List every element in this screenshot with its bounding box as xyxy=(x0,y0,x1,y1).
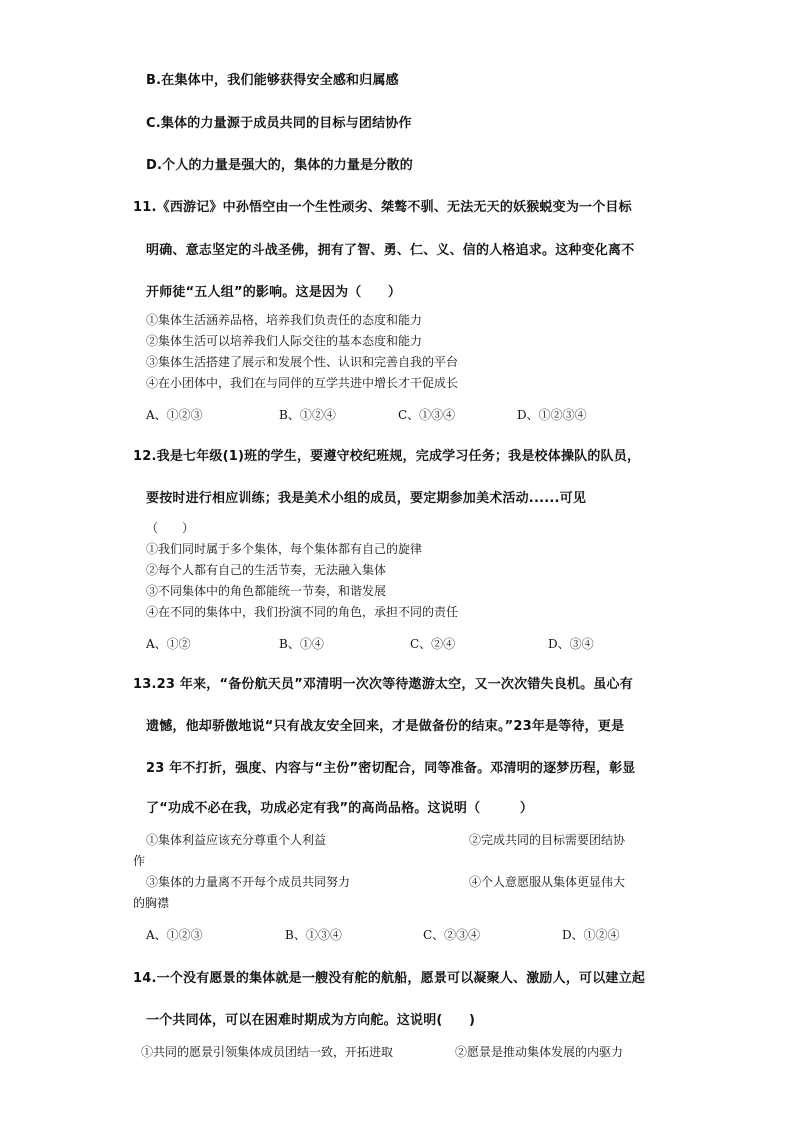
q11-choice-a: A、①②③ xyxy=(146,408,203,422)
q12-stem-line-1: 12.我是七年级(1)班的学生，要遵守校纪班规，完成学习任务；我是校体操队的队员， xyxy=(133,449,641,464)
q14-stem-line-1: 14.一个没有愿景的集体就是一艘没有舵的航船，愿景可以凝聚人、激励人，可以建立起 xyxy=(133,971,646,986)
q11-option-4: ④在小团体中，我们在与同伴的互学共进中增长才干促成长 xyxy=(146,376,459,390)
q11-choice-c: C、①③④ xyxy=(398,408,456,422)
q12-option-2: ②每个人都有自己的生活节奏，无法融入集体 xyxy=(146,563,387,577)
q13-option-4: ④个人意愿服从集体更显伟大 xyxy=(469,875,626,889)
q11-option-3: ③集体生活搭建了展示和发展个性、认识和完善自我的平台 xyxy=(146,355,459,369)
q13-choice-c: C、②③④ xyxy=(423,928,481,942)
q12-option-1: ①我们同时属于多个集体，每个集体都有自己的旋律 xyxy=(146,542,423,556)
q12-stem-line-2: 要按时进行相应训练；我是美术小组的成员，要定期参加美术活动......可见 xyxy=(146,491,587,506)
q13-stem-line-4: 了“功成不必在我，功成必定有我”的高尚品格。这说明（ ） xyxy=(146,801,534,816)
q12-choice-a: A、①② xyxy=(146,637,191,651)
q13-choice-d: D、①②④ xyxy=(562,928,620,942)
q14-option-1: ①共同的愿景引领集体成员团结一致，开拓进取 xyxy=(141,1045,394,1059)
q11-option-2: ②集体生活可以培养我们人际交往的基本态度和能力 xyxy=(146,334,423,348)
option-c: C.集体的力量源于成员共同的目标与团结协作 xyxy=(146,116,412,131)
q12-choice-d: D、③④ xyxy=(548,637,594,651)
q13-choice-a: A、①②③ xyxy=(146,928,203,942)
q11-option-1: ①集体生活涵养品格，培养我们负责任的态度和能力 xyxy=(146,313,423,327)
q12-option-3: ③不同集体中的角色都能统一节奏，和谐发展 xyxy=(146,584,387,598)
q13-stem-line-2: 遗憾，他却骄傲地说“只有战友安全回来，才是做备份的结束。”23年是等待，更是 xyxy=(146,719,625,734)
q13-choice-b: B、①③④ xyxy=(285,928,342,942)
q13-stem-line-1: 13.23 年来，“备份航天员”邓清明一次次等待遨游太空，又一次次错失良机。虽心有 xyxy=(133,677,633,692)
option-b: B.在集体中，我们能够获得安全感和归属感 xyxy=(146,73,399,88)
q13-choices xyxy=(146,929,666,943)
q14-stem-line-2: 一个共同体，可以在困难时期成为方向舵。这说明( ) xyxy=(146,1013,476,1028)
q13-option-2-wrap: 作 xyxy=(133,854,146,868)
q11-choices xyxy=(146,409,666,423)
q12-choice-b: B、①④ xyxy=(279,637,324,651)
q12-choices xyxy=(146,638,666,652)
q12-stem-line-3: （ ） xyxy=(146,521,195,535)
q13-option-2: ②完成共同的目标需要团结协 xyxy=(469,833,626,847)
q13-option-3: ③集体的力量离不开每个成员共同努力 xyxy=(146,875,351,889)
q11-stem-line-1: 11.《西游记》中孙悟空由一个生性顽劣、桀骜不驯、无法无天的妖猴蜕变为一个目标 xyxy=(133,200,632,215)
q11-stem-line-2: 明确、意志坚定的斗战圣佛，拥有了智、勇、仁、义、信的人格追求。这种变化离不 xyxy=(146,243,635,258)
q11-choice-b: B、①②④ xyxy=(279,408,336,422)
q14-option-2: ②愿景是推动集体发展的内驱力 xyxy=(455,1045,624,1059)
q12-option-4: ④在不同的集体中，我们扮演不同的角色，承担不同的责任 xyxy=(146,605,459,619)
q13-option-1: ①集体利益应该充分尊重个人利益 xyxy=(146,833,327,847)
q11-stem-line-3: 开师徒“五人组”的影响。这是因为（ ） xyxy=(146,285,402,300)
q13-stem-line-3: 23 年不打折，强度、内容与“主份”密切配合，同等准备。邓清明的逐梦历程，彰显 xyxy=(146,761,636,776)
q13-option-4-wrap: 的胸襟 xyxy=(133,896,170,910)
q11-choice-d: D、①②③④ xyxy=(517,408,587,422)
q12-choice-c: C、②④ xyxy=(410,637,456,651)
option-d: D.个人的力量是强大的，集体的力量是分散的 xyxy=(146,158,413,173)
